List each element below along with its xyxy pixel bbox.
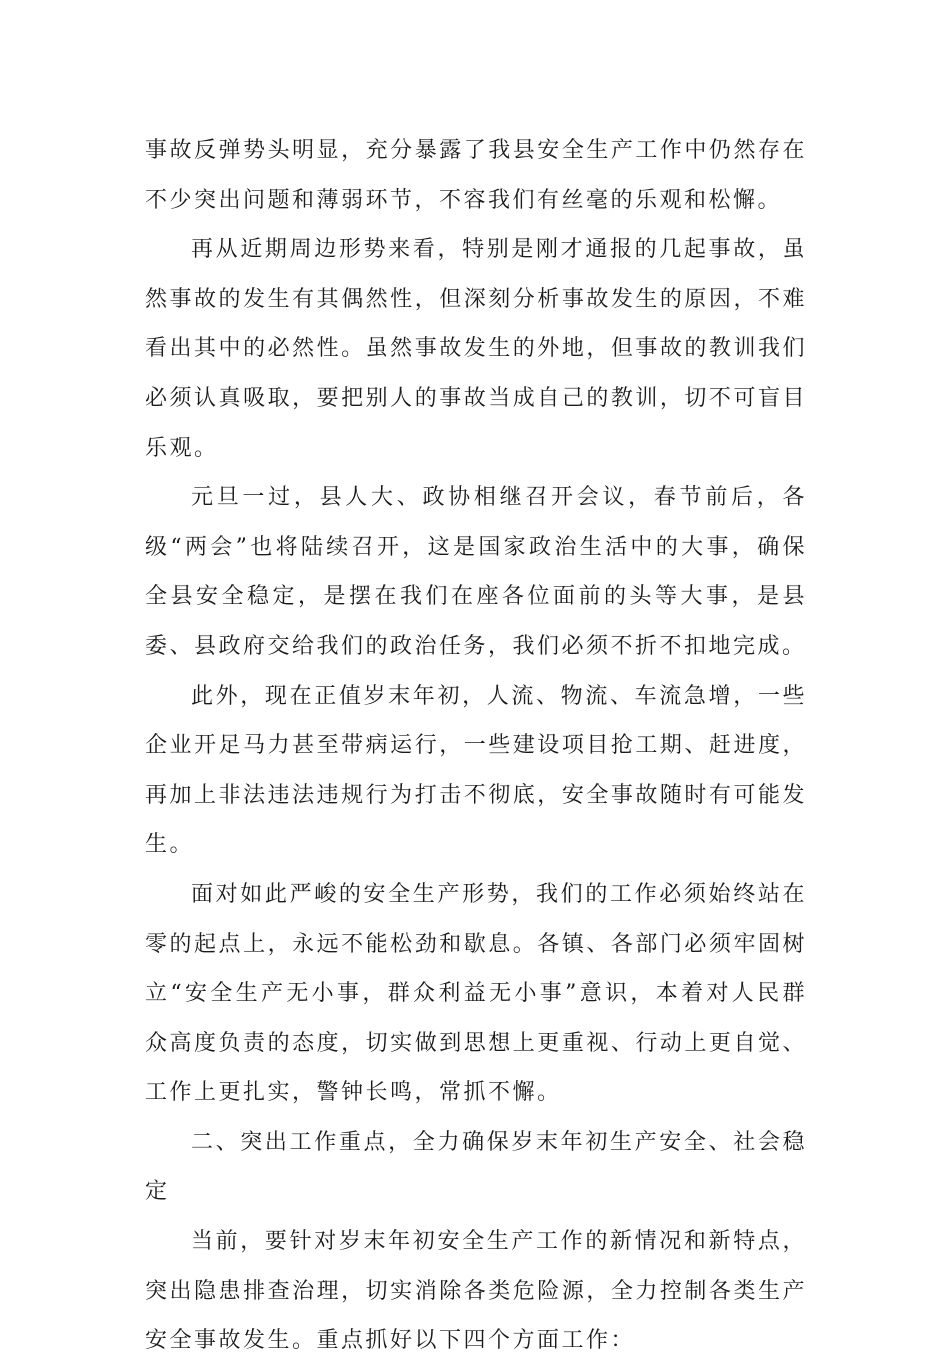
- document-body: [145, 126, 807, 1366]
- paragraph-5: 面对如此严峻的安全生产形势，我们的工作必须始终站在零的起点上，永远不能松劲和歇息。各镇、各部门必须牢固树立“安全生产无小事，群众利益无小事”意识，本着对人民群众高度负责的态度，切实做到思想上更重视、行动上更自觉、工作上更扎实，警钟长鸣，常抓不懈。: [145, 881, 807, 1106]
- paragraph-2: 再从近期周边形势来看，特别是刚才通报的几起事故，虽然事故的发生有其偶然性，但深刻分析事故发生的原因，不难看出其中的必然性。虽然事故发生的外地，但事故的教训我们必须认真吸取，要把别人的事故当成自己的教训，切不可盲目乐观。: [145, 237, 807, 461]
- paragraph-7: 当前，要针对岁末年初安全生产工作的新情况和新特点，突出隐患排查治理，切实消除各类危险源，全力控制各类生产安全事故发生。重点抓好以下四个方面工作：: [145, 1229, 807, 1354]
- paragraph-1: 事故反弹势头明显，充分暴露了我县安全生产工作中仍然存在不少突出问题和薄弱环节，不容我们有丝毫的乐观和松懈。: [145, 138, 807, 213]
- paragraph-4: 此外，现在正值岁末年初，人流、物流、车流急增，一些企业开足马力甚至带病运行，一些建设项目抢工期、赶进度，再加上非法违法违规行为打击不彻底，安全事故随时有可能发生。: [145, 683, 807, 858]
- section-heading-2: 二、突出工作重点，全力确保岁末年初生产安全、社会稳定: [145, 1129, 807, 1205]
- paragraph-3: 元旦一过，县人大、政协相继召开会议，春节前后，各级“两会”也将陆续召开，这是国家政治生活中的大事，确保全县安全稳定，是摆在我们在座各位面前的头等大事，是县委、县政府交给我们的政治任务，我们必须不折不扣地完成。: [145, 485, 807, 659]
